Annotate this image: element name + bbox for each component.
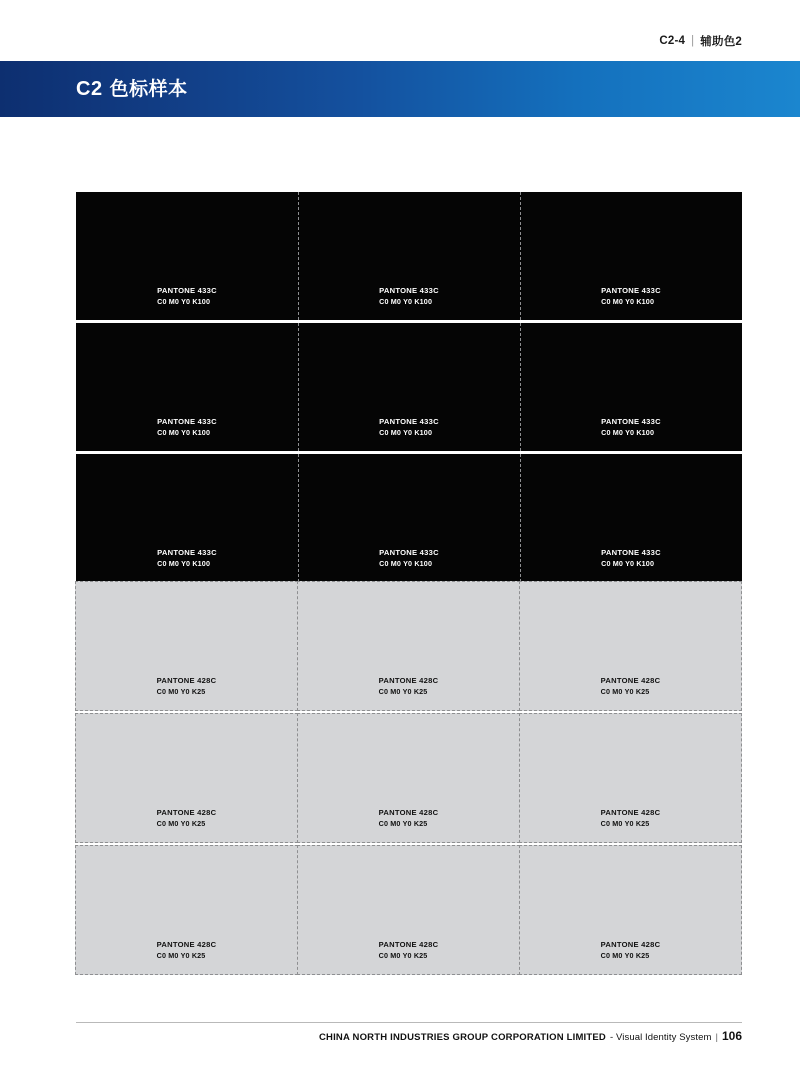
swatch-pantone-name: PANTONE 433C <box>157 417 217 427</box>
swatch-cmyk-values: C0 M0 Y0 K25 <box>378 950 428 960</box>
swatch-pantone-name: PANTONE 433C <box>157 286 217 296</box>
swatch-cell <box>519 581 742 711</box>
swatch-label-group <box>601 548 661 568</box>
swatch-label-group <box>157 286 217 306</box>
swatch-label-group <box>157 548 217 568</box>
swatch-cmyk-values: C0 M0 Y0 K100 <box>157 296 211 306</box>
swatch-cell <box>76 323 298 451</box>
swatch-pantone-name: PANTONE 433C <box>601 286 661 296</box>
page-title-code: C2 <box>76 78 103 100</box>
swatch-cmyk-values: C0 M0 Y0 K100 <box>157 558 211 568</box>
swatch-divider <box>520 454 521 582</box>
page-title <box>76 74 188 101</box>
swatch-cell <box>297 845 520 975</box>
swatch-pantone-name: PANTONE 428C <box>378 940 439 950</box>
swatch-row <box>76 846 742 975</box>
swatch-label-group <box>157 808 217 828</box>
swatch-divider <box>298 454 299 582</box>
swatch-cell <box>76 192 298 320</box>
swatch-label-group <box>157 940 217 960</box>
swatch-cmyk-values: C0 M0 Y0 K25 <box>600 818 650 828</box>
swatch-label-group <box>601 286 661 306</box>
swatch-cmyk-values: C0 M0 Y0 K25 <box>156 950 206 960</box>
swatch-pantone-name: PANTONE 428C <box>156 808 217 818</box>
footer-subtitle: - Visual Identity System <box>610 1032 712 1043</box>
swatch-pantone-name: PANTONE 428C <box>600 808 661 818</box>
swatch-pantone-name: PANTONE 433C <box>157 548 217 558</box>
swatch-divider <box>520 323 521 451</box>
swatch-label-group <box>379 417 439 437</box>
swatch-divider <box>298 192 299 320</box>
swatch-cmyk-values: C0 M0 Y0 K100 <box>601 296 655 306</box>
footer-separator: | <box>715 1032 718 1043</box>
swatch-label-group <box>379 548 439 568</box>
swatch-pantone-name: PANTONE 428C <box>600 676 661 686</box>
swatch-cell <box>298 323 520 451</box>
swatch-label-group <box>379 286 439 306</box>
swatch-cell <box>75 581 298 711</box>
corner-tag <box>659 33 742 49</box>
swatch-label-group <box>157 676 217 696</box>
swatch-label-group <box>601 940 661 960</box>
swatch-cell <box>519 713 742 843</box>
swatch-pantone-name: PANTONE 428C <box>156 940 217 950</box>
swatch-pantone-name: PANTONE 433C <box>601 548 661 558</box>
swatch-label-group <box>601 417 661 437</box>
swatch-cell <box>75 845 298 975</box>
swatch-cell <box>297 713 520 843</box>
footer <box>319 1029 742 1043</box>
swatch-cell <box>520 192 742 320</box>
swatch-cell <box>519 845 742 975</box>
swatch-pantone-name: PANTONE 433C <box>379 286 439 296</box>
swatch-pantone-name: PANTONE 433C <box>379 417 439 427</box>
footer-company-name: CHINA NORTH INDUSTRIES GROUP CORPORATION LIMITED <box>318 1032 606 1043</box>
swatch-divider <box>520 192 521 320</box>
swatch-pantone-name: PANTONE 433C <box>379 548 439 558</box>
swatch-cell <box>297 581 520 711</box>
swatch-label-group <box>379 808 439 828</box>
swatch-divider <box>298 323 299 451</box>
swatch-cmyk-values: C0 M0 Y0 K100 <box>601 558 655 568</box>
swatch-cell <box>298 454 520 582</box>
swatch-cmyk-values: C0 M0 Y0 K25 <box>156 818 206 828</box>
swatch-row <box>76 323 742 451</box>
swatch-label-group <box>379 676 439 696</box>
color-swatch-grid <box>76 192 742 975</box>
corner-tag-code: C2-4 <box>659 35 686 47</box>
swatch-cmyk-values: C0 M0 Y0 K25 <box>156 686 206 696</box>
swatch-label-group <box>157 417 217 437</box>
swatch-cmyk-values: C0 M0 Y0 K100 <box>379 427 433 437</box>
swatch-cell <box>520 323 742 451</box>
swatch-cell <box>76 454 298 582</box>
swatch-cell <box>520 454 742 582</box>
corner-tag-label: 辅助色2 <box>700 36 742 48</box>
swatch-cell <box>75 713 298 843</box>
swatch-row <box>76 582 742 711</box>
swatch-cmyk-values: C0 M0 Y0 K100 <box>157 427 211 437</box>
swatch-label-group <box>601 808 661 828</box>
footer-divider <box>76 1022 742 1023</box>
swatch-cmyk-values: C0 M0 Y0 K25 <box>600 950 650 960</box>
swatch-cmyk-values: C0 M0 Y0 K100 <box>379 558 433 568</box>
corner-tag-separator: | <box>691 35 695 47</box>
swatch-pantone-name: PANTONE 433C <box>601 417 661 427</box>
page-number: 106 <box>721 1029 742 1043</box>
swatch-label-group <box>601 676 661 696</box>
swatch-cmyk-values: C0 M0 Y0 K25 <box>378 686 428 696</box>
swatch-pantone-name: PANTONE 428C <box>600 940 661 950</box>
swatch-cmyk-values: C0 M0 Y0 K25 <box>378 818 428 828</box>
swatch-row <box>76 714 742 843</box>
swatch-label-group <box>379 940 439 960</box>
swatch-pantone-name: PANTONE 428C <box>378 676 439 686</box>
page-title-text: 色标样本 <box>109 79 188 100</box>
swatch-pantone-name: PANTONE 428C <box>378 808 439 818</box>
swatch-pantone-name: PANTONE 428C <box>156 676 217 686</box>
swatch-row <box>76 454 742 582</box>
swatch-row <box>76 192 742 320</box>
swatch-cell <box>298 192 520 320</box>
swatch-cmyk-values: C0 M0 Y0 K100 <box>601 427 655 437</box>
swatch-cmyk-values: C0 M0 Y0 K25 <box>600 686 650 696</box>
swatch-cmyk-values: C0 M0 Y0 K100 <box>379 296 433 306</box>
